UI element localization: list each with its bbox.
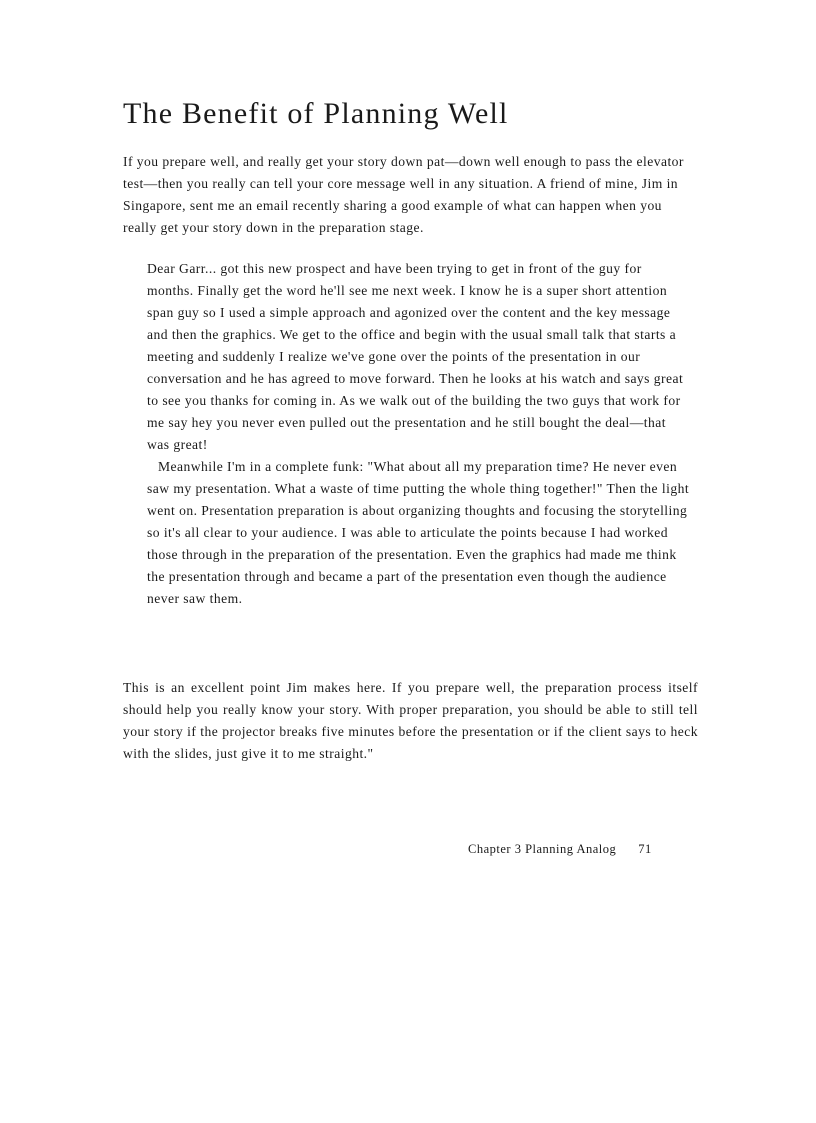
page-number: 71 [638,842,652,856]
intro-paragraph: If you prepare well, and really get your story down pat—down well enough to pass the elevator test—then you really can tell your core message well in any situation. A friend of mine, Jim in Singapore, sent me an email recently sharing a good example of what can happen when you really get your story down in the preparation stage. [123,154,684,235]
email-quote [147,258,692,610]
page-title: The Benefit of Planning Well [123,97,509,130]
quote-paragraph-2: Meanwhile I'm in a complete funk: "What about all my preparation time? He never even saw my presentation. What a waste of time putting the whole thing together!" Then the light went on. Presentation preparation is about organizing thoughts and focusing the storytelling so it's all clear to your audience. I was able to articulate the points because I had worked those through in the preparation of the presentation. Even the graphics had made me think the presentation through and became a part of the presentation even though the audience never saw them. [147,459,690,606]
page-footer [468,840,652,858]
closing-paragraph: This is an excellent point Jim makes here. If you prepare well, the preparation process itself should help you really know your story. With proper preparation, you should be able to still tell your story if the projector breaks five minutes before the presentation or if the client says to heck with the slides, just give it to me straight." [123,680,698,761]
running-footer-chapter: Chapter 3 Planning Analog [468,842,617,856]
quote-paragraph-1: Dear Garr... got this new prospect and have been trying to get in front of the guy for months. Finally get the word he'll see me next week. I know he is a super short attention span guy so I used a simple approach and agonized over the content and the key message and then the graphics. We get to the office and begin with the usual small talk that starts a meeting and suddenly I realize we've gone over the points of the presentation in our conversation and he has agreed to move forward. Then he looks at his watch and says great to see you thanks for coming in. As we walk out of the building the two guys that work for me say hey you never even pulled out the presentation and he still bought the deal—that was great! [147,261,684,452]
